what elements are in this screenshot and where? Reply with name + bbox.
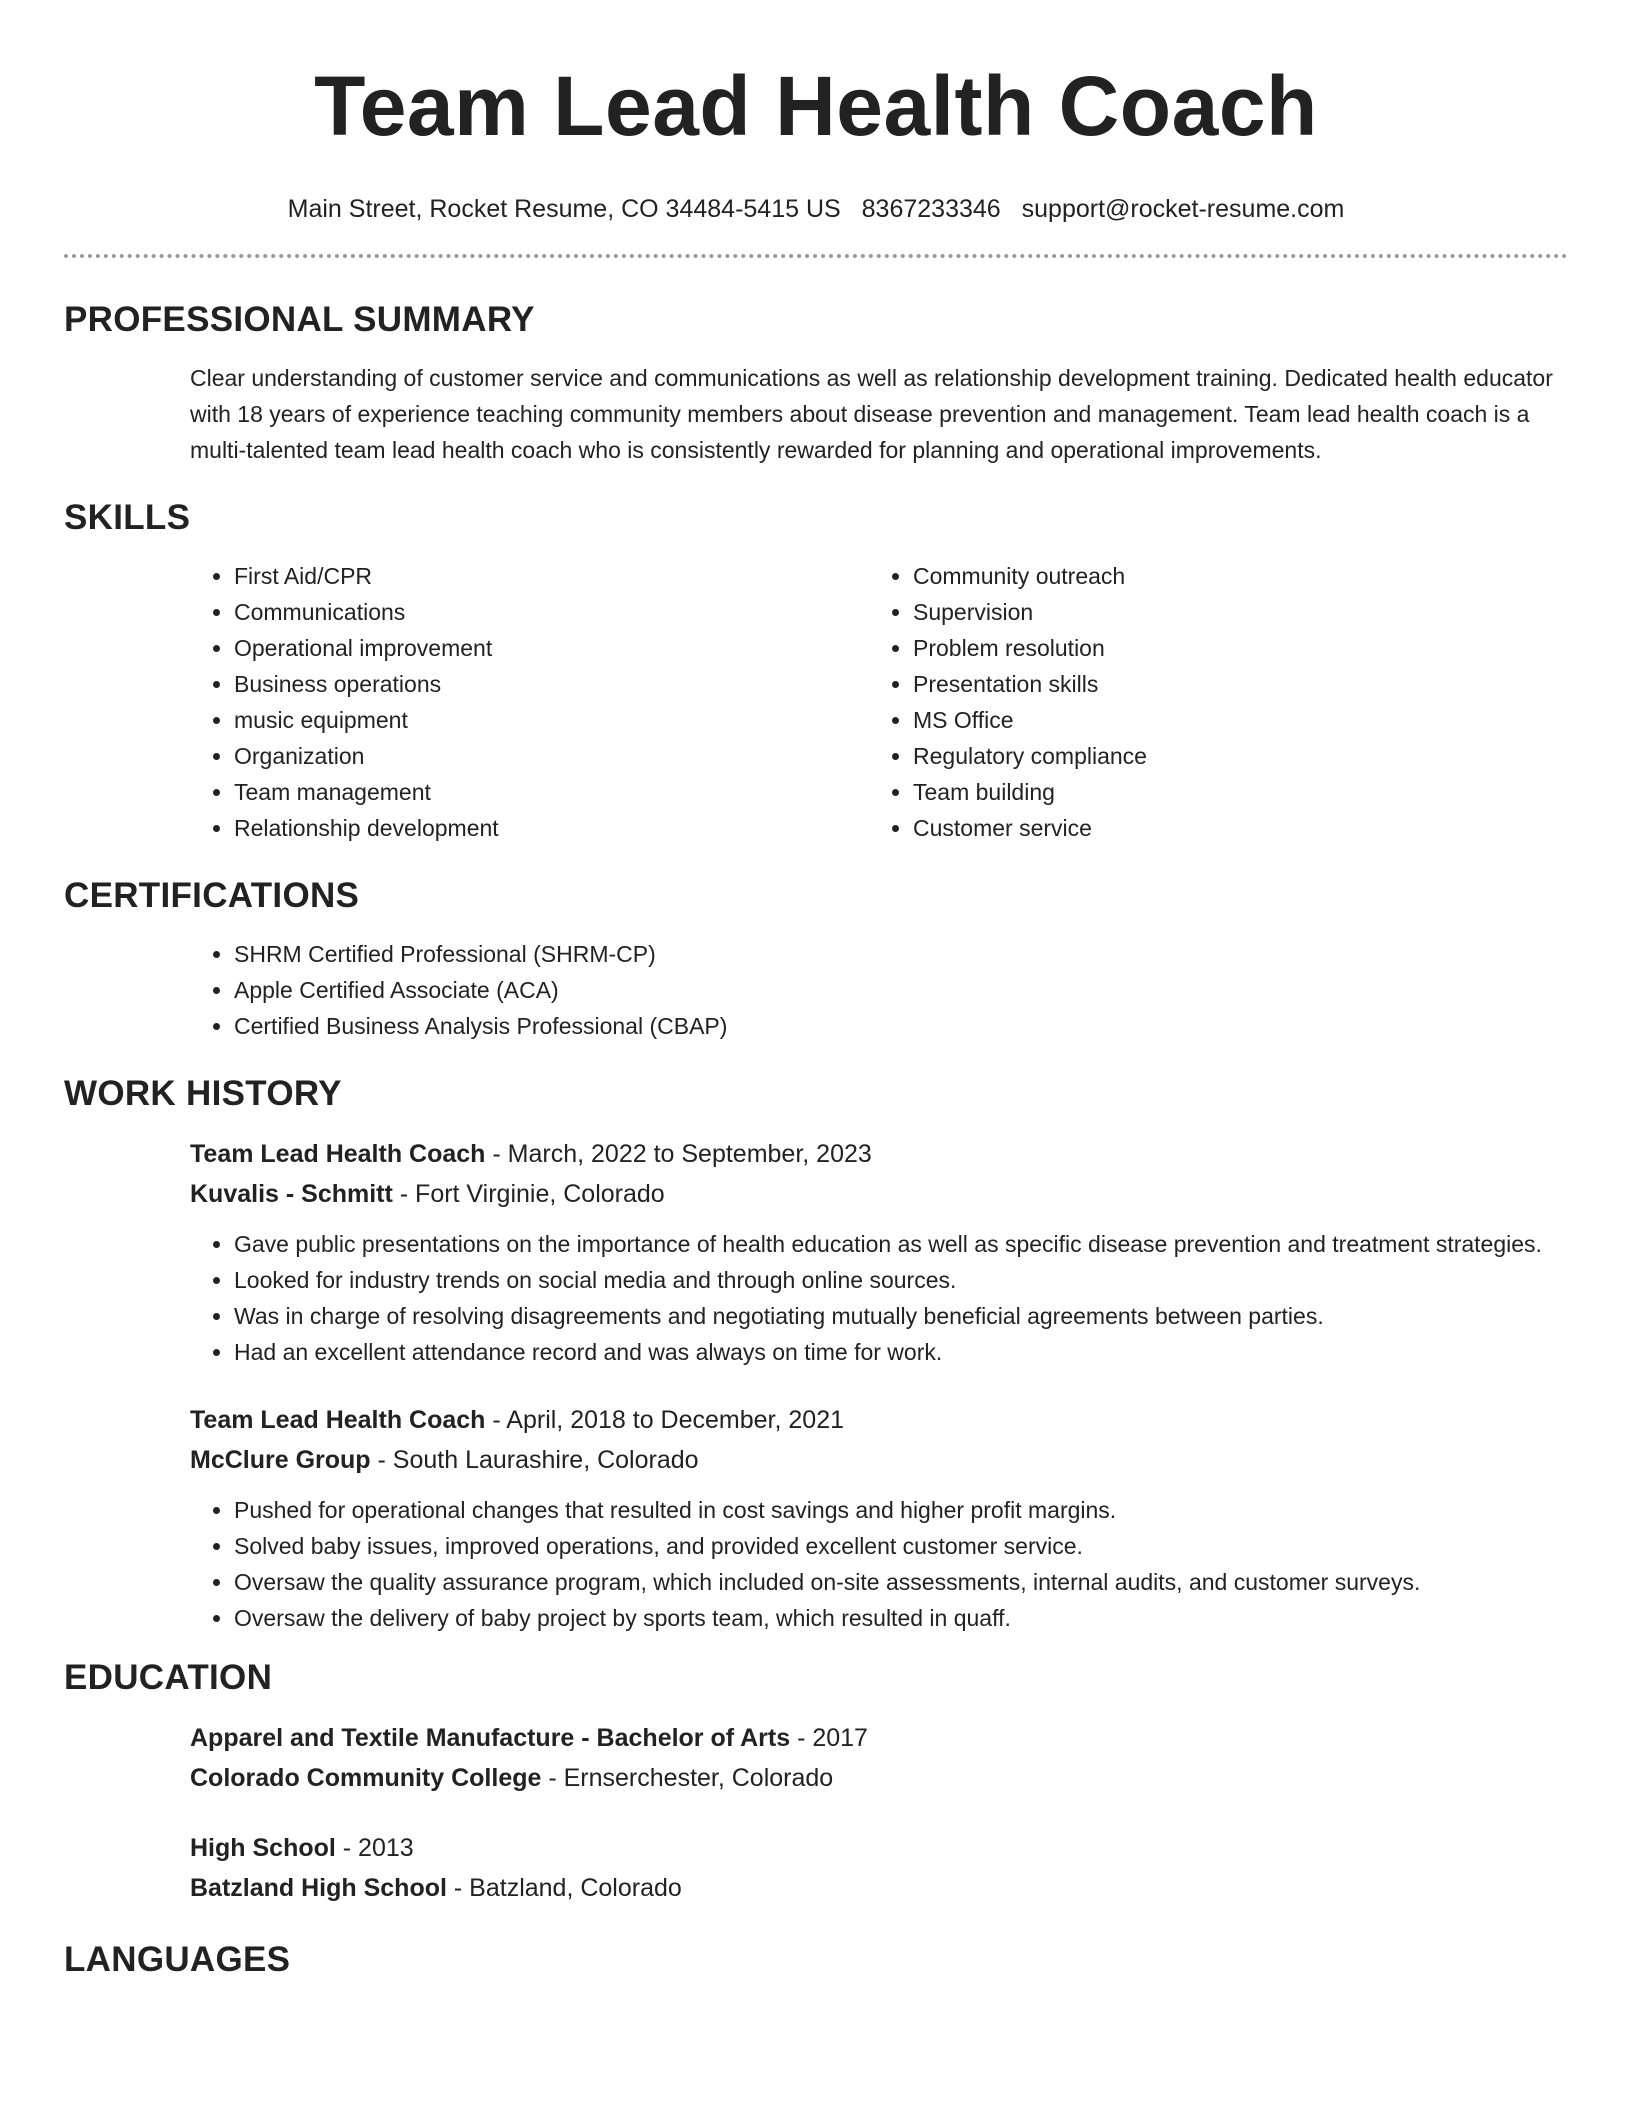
skill-item: • Customer service: [913, 810, 1548, 846]
header-divider: [64, 254, 1568, 258]
section-title: PROFESSIONAL SUMMARY: [64, 300, 535, 339]
summary-body: [64, 360, 1568, 468]
skill-item: • MS Office: [913, 702, 1548, 738]
section-title: LANGUAGES: [64, 1940, 291, 1979]
certification-item: • Certified Business Analysis Professional (CBAP): [234, 1008, 1568, 1044]
job-position: Team Lead Health Coach: [190, 1140, 486, 1168]
skills-column-right: [869, 558, 1548, 846]
education-entry: [190, 1828, 1568, 1908]
job-company: Kuvalis - Schmitt: [190, 1180, 393, 1208]
certifications-body: [64, 936, 1568, 1044]
education-location: - Ernserchester, Colorado: [541, 1764, 834, 1792]
education-entry: [190, 1718, 1568, 1798]
education-school-line: [190, 1758, 1568, 1798]
skill-item: • music equipment: [234, 702, 869, 738]
job-company-line: [190, 1440, 1568, 1480]
education-school: Batzland High School: [190, 1874, 447, 1902]
skill-item: • Supervision: [913, 594, 1548, 630]
skill-item: • Relationship development: [234, 810, 869, 846]
job-bullet: • Solved baby issues, improved operations, and provided excellent customer service.: [234, 1528, 1568, 1564]
education-year: - 2017: [790, 1724, 868, 1752]
job-bullet: • Oversaw the delivery of baby project by sports team, which resulted in quaff.: [234, 1600, 1568, 1636]
education-degree-line: [190, 1718, 1568, 1758]
skills-column-left: [190, 558, 869, 846]
summary-text: Clear understanding of customer service and communications as well as relationship development training. Dedicated health educator with 18 years of experience teaching community members about disease prevention and management. Team lead health coach is a multi-talented team lead health coach who is consistently rewarded for planning and operational improvements.: [190, 365, 1553, 463]
section-certifications: [64, 874, 1568, 1044]
education-degree: Apparel and Textile Manufacture - Bachelor of Arts: [190, 1724, 791, 1752]
job-bullet: • Pushed for operational changes that resulted in cost savings and higher profit margins.: [234, 1492, 1568, 1528]
section-title: CERTIFICATIONS: [64, 876, 360, 915]
education-degree-line: [190, 1828, 1568, 1868]
job-location: - South Laurashire, Colorado: [370, 1446, 699, 1474]
education-location: - Batzland, Colorado: [446, 1874, 682, 1902]
section-professional-summary: [64, 298, 1568, 468]
job-dates: - April, 2018 to December, 2021: [485, 1406, 844, 1434]
skill-item: • Team building: [913, 774, 1548, 810]
education-year: - 2013: [335, 1834, 414, 1862]
contact-phone: 8367233346: [861, 195, 1001, 223]
section-education: [64, 1656, 1568, 1908]
skill-item: • Community outreach: [913, 558, 1548, 594]
certification-item: • Apple Certified Associate (ACA): [234, 972, 1568, 1008]
skill-item: • First Aid/CPR: [234, 558, 869, 594]
skill-item: • Team management: [234, 774, 869, 810]
contact-email: support@rocket-resume.com: [1021, 195, 1345, 223]
work-history-body: [64, 1134, 1568, 1636]
job-bullet: • Was in charge of resolving disagreements and negotiating mutually beneficial agreements between parties.: [234, 1298, 1568, 1334]
skill-item: • Operational improvement: [234, 630, 869, 666]
job-bullet: • Gave public presentations on the importance of health education as well as specific disease prevention and treatment strategies.: [234, 1226, 1568, 1262]
job-entry: [190, 1134, 1568, 1370]
contact-line: [64, 192, 1568, 226]
skill-item: • Communications: [234, 594, 869, 630]
skill-item: • Problem resolution: [913, 630, 1548, 666]
skill-item: • Business operations: [234, 666, 869, 702]
education-body: [64, 1718, 1568, 1908]
job-title-line: [190, 1134, 1568, 1174]
job-location: - Fort Virginie, Colorado: [392, 1180, 665, 1208]
skills-grid: [64, 558, 1568, 846]
job-bullet: • Had an excellent attendance record and was always on time for work.: [234, 1334, 1568, 1370]
job-company: McClure Group: [190, 1446, 371, 1474]
section-skills: [64, 496, 1568, 846]
section-work-history: [64, 1072, 1568, 1636]
candidate-name: Team Lead Health Coach: [314, 59, 1318, 153]
section-languages: [64, 1938, 1568, 1982]
section-title: WORK HISTORY: [64, 1074, 342, 1113]
education-degree: High School: [190, 1834, 336, 1862]
job-bullet: • Oversaw the quality assurance program, which included on-site assessments, internal audits, and customer surveys.: [234, 1564, 1568, 1600]
resume-header: [64, 0, 1568, 226]
certification-item: • SHRM Certified Professional (SHRM-CP): [234, 936, 1568, 972]
job-entry: [190, 1400, 1568, 1636]
skill-item: • Organization: [234, 738, 869, 774]
skill-item: • Regulatory compliance: [913, 738, 1548, 774]
skill-item: • Presentation skills: [913, 666, 1548, 702]
education-school: Colorado Community College: [190, 1764, 542, 1792]
section-title: EDUCATION: [64, 1658, 273, 1697]
job-position: Team Lead Health Coach: [190, 1406, 486, 1434]
job-title-line: [190, 1400, 1568, 1440]
section-title: SKILLS: [64, 498, 191, 537]
contact-address: Main Street, Rocket Resume, CO 34484-5415 US: [287, 195, 841, 223]
job-bullet: • Looked for industry trends on social media and through online sources.: [234, 1262, 1568, 1298]
job-company-line: [190, 1174, 1568, 1214]
education-school-line: [190, 1868, 1568, 1908]
job-dates: - March, 2022 to September, 2023: [485, 1140, 872, 1168]
